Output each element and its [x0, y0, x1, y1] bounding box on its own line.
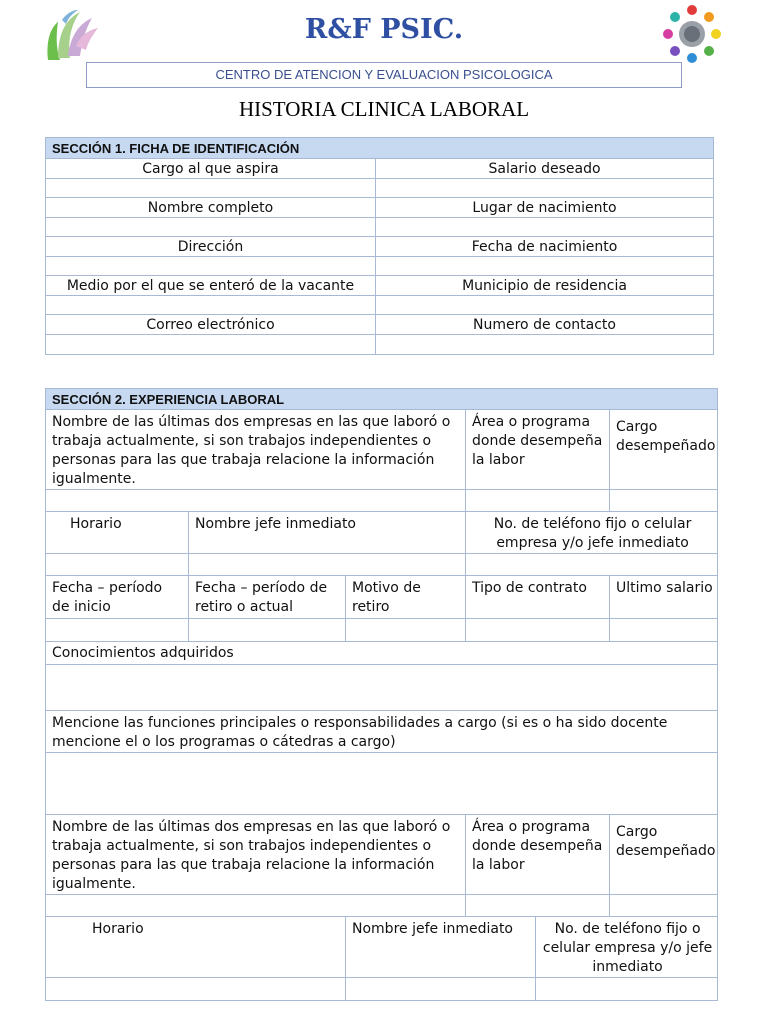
- label-direccion: Dirección: [46, 237, 376, 257]
- label-contacto: Numero de contacto: [376, 315, 714, 335]
- input-jefe[interactable]: [189, 554, 466, 576]
- input-conocimientos[interactable]: [46, 665, 718, 711]
- input-area-2[interactable]: [466, 895, 610, 917]
- label-fecha-retiro: Fecha – período de retiro o actual: [189, 576, 346, 619]
- input-horario-2[interactable]: [46, 978, 346, 1001]
- input-fecha-inicio[interactable]: [46, 619, 189, 642]
- input-empresas[interactable]: [46, 490, 466, 512]
- label-medio: Medio por el que se enteró de la vacante: [46, 276, 376, 296]
- section2-title: SECCIÓN 2. EXPERIENCIA LABORAL: [46, 389, 718, 410]
- input-area[interactable]: [466, 490, 610, 512]
- section1-table: [45, 137, 714, 355]
- section2-table: [45, 388, 718, 1001]
- input-contrato[interactable]: [466, 619, 610, 642]
- label-empresas: Nombre de las últimas dos empresas en las que laboró o trabaja actualmente, si son trabajos independientes o personas para las que trabaja relacione la información igualmente.: [46, 410, 466, 490]
- input-telefono[interactable]: [466, 554, 718, 576]
- label-contrato: Tipo de contrato: [466, 576, 610, 619]
- label-jefe-2: Nombre jefe inmediato: [346, 917, 536, 978]
- input-cargo-desempenado-2[interactable]: [610, 895, 718, 917]
- right-logo: [660, 2, 724, 66]
- label-cargo-desempenado: Cargo desempeñado: [610, 410, 718, 490]
- input-municipio[interactable]: [376, 296, 714, 315]
- input-lugar-nacimiento[interactable]: [376, 218, 714, 237]
- label-horario-2: Horario: [46, 917, 346, 978]
- subtitle-box: CENTRO DE ATENCION Y EVALUACION PSICOLOGICA: [86, 62, 682, 88]
- label-cargo-desempenado-2: Cargo desempeñado: [610, 815, 718, 895]
- label-cargo: Cargo al que aspira: [46, 159, 376, 179]
- input-contacto[interactable]: [376, 335, 714, 355]
- label-jefe: Nombre jefe inmediato: [189, 512, 466, 554]
- label-area: Área o programa donde desempeña la labor: [466, 410, 610, 490]
- label-salario: Salario deseado: [376, 159, 714, 179]
- input-direccion[interactable]: [46, 257, 376, 276]
- input-motivo[interactable]: [346, 619, 466, 642]
- input-fecha-retiro[interactable]: [189, 619, 346, 642]
- input-medio[interactable]: [46, 296, 376, 315]
- input-correo[interactable]: [46, 335, 376, 355]
- label-motivo: Motivo de retiro: [346, 576, 466, 619]
- label-empresas-2: Nombre de las últimas dos empresas en las que laboró o trabaja actualmente, si son trabajos independientes o personas para las que trabaja relacione la información igualmente.: [46, 815, 466, 895]
- input-salario[interactable]: [610, 619, 718, 642]
- input-empresas-2[interactable]: [46, 895, 466, 917]
- label-telefono: No. de teléfono fijo o celular empresa y/o jefe inmediato: [466, 512, 718, 554]
- label-correo: Correo electrónico: [46, 315, 376, 335]
- input-nombre[interactable]: [46, 218, 376, 237]
- label-funciones: Mencione las funciones principales o responsabilidades a cargo (si es o ha sido docente mencione el o los programas o cátedras a cargo): [46, 711, 718, 753]
- label-municipio: Municipio de residencia: [376, 276, 714, 296]
- input-jefe-2[interactable]: [346, 978, 536, 1001]
- input-salario[interactable]: [376, 179, 714, 198]
- label-nombre: Nombre completo: [46, 198, 376, 218]
- input-horario[interactable]: [46, 554, 189, 576]
- brand-title: R&F PSIC.: [304, 14, 464, 45]
- label-telefono-2: No. de teléfono fijo o celular empresa y/o jefe inmediato: [536, 917, 718, 978]
- label-salario: Ultimo salario: [610, 576, 718, 619]
- label-horario: Horario: [46, 512, 189, 554]
- input-cargo-desempenado[interactable]: [610, 490, 718, 512]
- input-cargo[interactable]: [46, 179, 376, 198]
- input-funciones[interactable]: [46, 753, 718, 815]
- label-fecha-nacimiento: Fecha de nacimiento: [376, 237, 714, 257]
- section1-title: SECCIÓN 1. FICHA DE IDENTIFICACIÓN: [46, 138, 714, 159]
- document-title: HISTORIA CLINICA LABORAL: [238, 97, 530, 121]
- label-lugar-nacimiento: Lugar de nacimiento: [376, 198, 714, 218]
- label-area-2: Área o programa donde desempeña la labor: [466, 815, 610, 895]
- input-telefono-2[interactable]: [536, 978, 718, 1001]
- label-conocimientos: Conocimientos adquiridos: [46, 642, 718, 665]
- label-fecha-inicio: Fecha – período de inicio: [46, 576, 189, 619]
- input-fecha-nacimiento[interactable]: [376, 257, 714, 276]
